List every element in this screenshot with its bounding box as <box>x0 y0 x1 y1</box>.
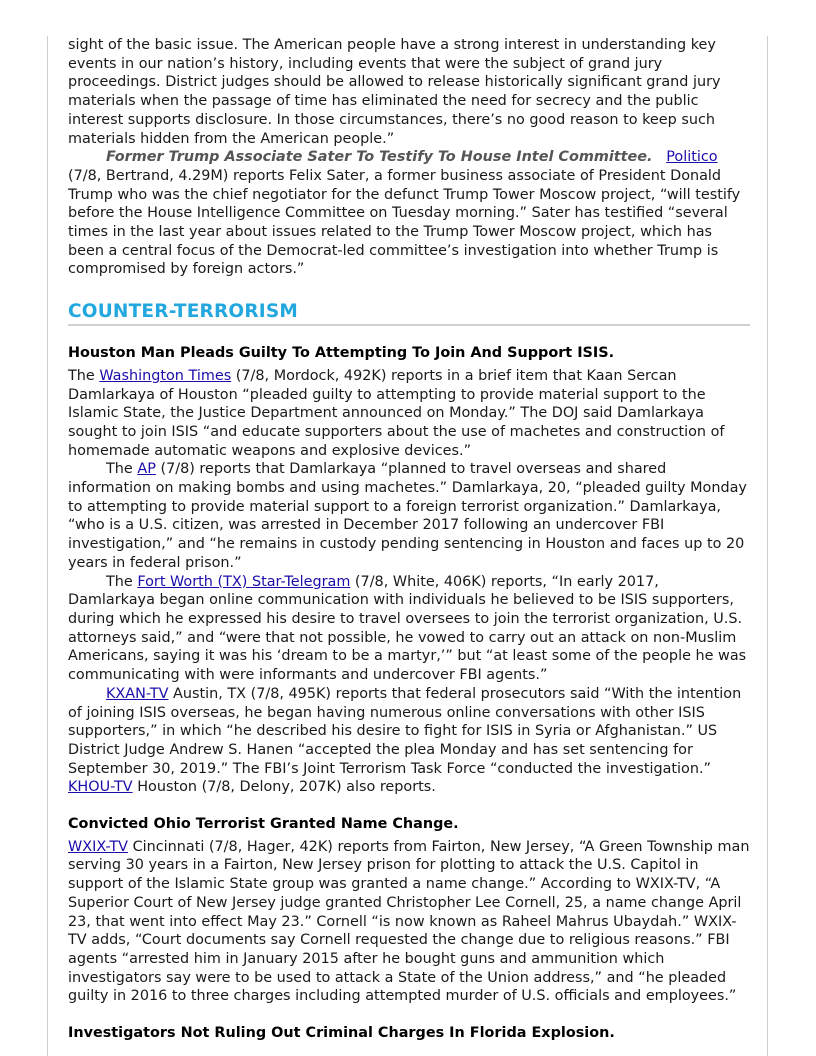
article2-headline: Convicted Ohio Terrorist Granted Name Change. <box>68 816 459 833</box>
kxan-tv-link[interactable]: KXAN-TV <box>106 685 169 702</box>
sater-headline: Former Trump Associate Sater To Testify To House Intel Committee. <box>106 149 653 166</box>
article1-p1-prefix: The <box>68 367 95 384</box>
article2-p1-text: Cincinnati (7/8, Hager, 42K) reports from Fairton, New Jersey, “A Green Township man serving 30 years in a Fairton, New Jersey prison for plotting to attack the U.S. Capitol in support of the Islamic State group was granted a name change.” According to WXIX-TV, “A Superior Court of New Jersey judge granted Christopher Lee Cornell, 25, a name change April 23, that went into effect May 23.” Cornell “is now known as Raheel Mahrus Ubaydah.” WXIX-TV adds, “Court documents say Cornell requested the change due to religious reasons.” FBI agents “arrested him in January 2015 after he bought guns and ammunition which investigators say were to be used to attack a State of the Union address,” and “he pleaded guilty in 2016 to three charges including attempted murder of U.S. officials and employees.” <box>68 838 750 1005</box>
article1-p3-prefix: The <box>106 573 133 590</box>
article1-paragraph-3 <box>68 573 750 685</box>
ap-link[interactable]: AP <box>137 461 156 478</box>
star-telegram-link[interactable]: Fort Worth (TX) Star-Telegram <box>137 573 351 590</box>
article1-p2-prefix: The <box>106 461 133 478</box>
article1-p4-text: Austin, TX (7/8, 495K) reports that federal prosecutors said “With the intention of joining ISIS overseas, he began having numerous online conversations with other ISIS supporters,” in which “he described his desire to fight for ISIS in Syria or Afghanistan.” US District Judge Andrew S. Hanen “accepted the plea Monday and has set sentencing for September 30, 2019.” The FBI’s Joint Terrorism Task Force “conducted the investigation.” <box>68 685 742 777</box>
section-title-counter-terrorism: COUNTER-TERRORISM <box>68 301 750 326</box>
sater-paragraph <box>68 148 750 279</box>
article2-paragraph-1 <box>68 838 750 1006</box>
article1-p3-text: (7/8, White, 406K) reports, “In early 2017, Damlarkaya began online communication with individuals he believed to be ISIS supporters, during which he expressed his desire to travel oversees to join the terrorist organization, U.S. attorneys said,” and “were that not possible, he vowed to carry out an attack on non-Muslim Americans, saying it was his ‘dream to be a martyr,’” but “at least some of the people he was communicating with were informants and undercover FBI agents.” <box>68 573 747 684</box>
article1-paragraph-1 <box>68 367 750 461</box>
newsletter-content <box>68 36 750 1047</box>
washington-times-link[interactable]: Washington Times <box>99 367 232 384</box>
article1-p4-text2: Houston (7/8, Delony, 207K) also reports. <box>137 779 436 796</box>
article1-headline: Houston Man Pleads Guilty To Attempting To Join And Support ISIS. <box>68 345 615 362</box>
article3-headline: Investigators Not Ruling Out Criminal Charges In Florida Explosion. <box>68 1025 615 1042</box>
article1-p2-text: (7/8) reports that Damlarkaya “planned to travel overseas and shared information on making bombs and using machetes.” Damlarkaya, 20, “pleaded guilty Monday to attempting to provide material support to a foreign terrorist organization.” Damlarkaya, “who is a U.S. citizen, was arrested in December 2017 following an undercover FBI investigation,” and “he remains in custody pending sentencing in Houston and faces up to 20 years in federal prison.” <box>68 461 747 571</box>
sater-text: (7/8, Bertrand, 4.29M) reports Felix Sater, a former business associate of President Donald Trump who was the chief negotiator for the defunct Trump Tower Moscow project, “will testify before the House Intelligence Committee on Tuesday morning.” Sater has testified “several times in the last year about issues related to the Trump Tower Moscow project, which has been a central focus of the Democrat-led committee’s investigation into whether Trump is compromised by foreign actors.” <box>68 167 741 278</box>
wxix-tv-link[interactable]: WXIX-TV <box>68 838 128 855</box>
article1-paragraph-4 <box>68 685 750 797</box>
article1-paragraph-2 <box>68 460 750 572</box>
article1-p1-text: (7/8, Mordock, 492K) reports in a brief item that Kaan Sercan Damlarkaya of Houston “pleaded guilty to attempting to provide material support to the Islamic State, the Justice Department announced on Monday.” The DOJ said Damlarkaya sought to join ISIS “and educate supporters about the use of machetes and construction of homemade automatic weapons and explosive devices.” <box>68 367 725 459</box>
khou-tv-link[interactable]: KHOU-TV <box>68 779 133 796</box>
intro-paragraph: sight of the basic issue. The American people have a strong interest in understanding key events in our nation’s history, including events that were the subject of grand jury proceedings. District judges should be allowed to release historically significant grand jury materials when the passage of time has eliminated the need for secrecy and the public interest supports disclosure. In those circumstances, there’s no good reason to keep such materials hidden from the American people.” <box>68 37 721 147</box>
politico-link[interactable]: Politico <box>666 149 718 166</box>
